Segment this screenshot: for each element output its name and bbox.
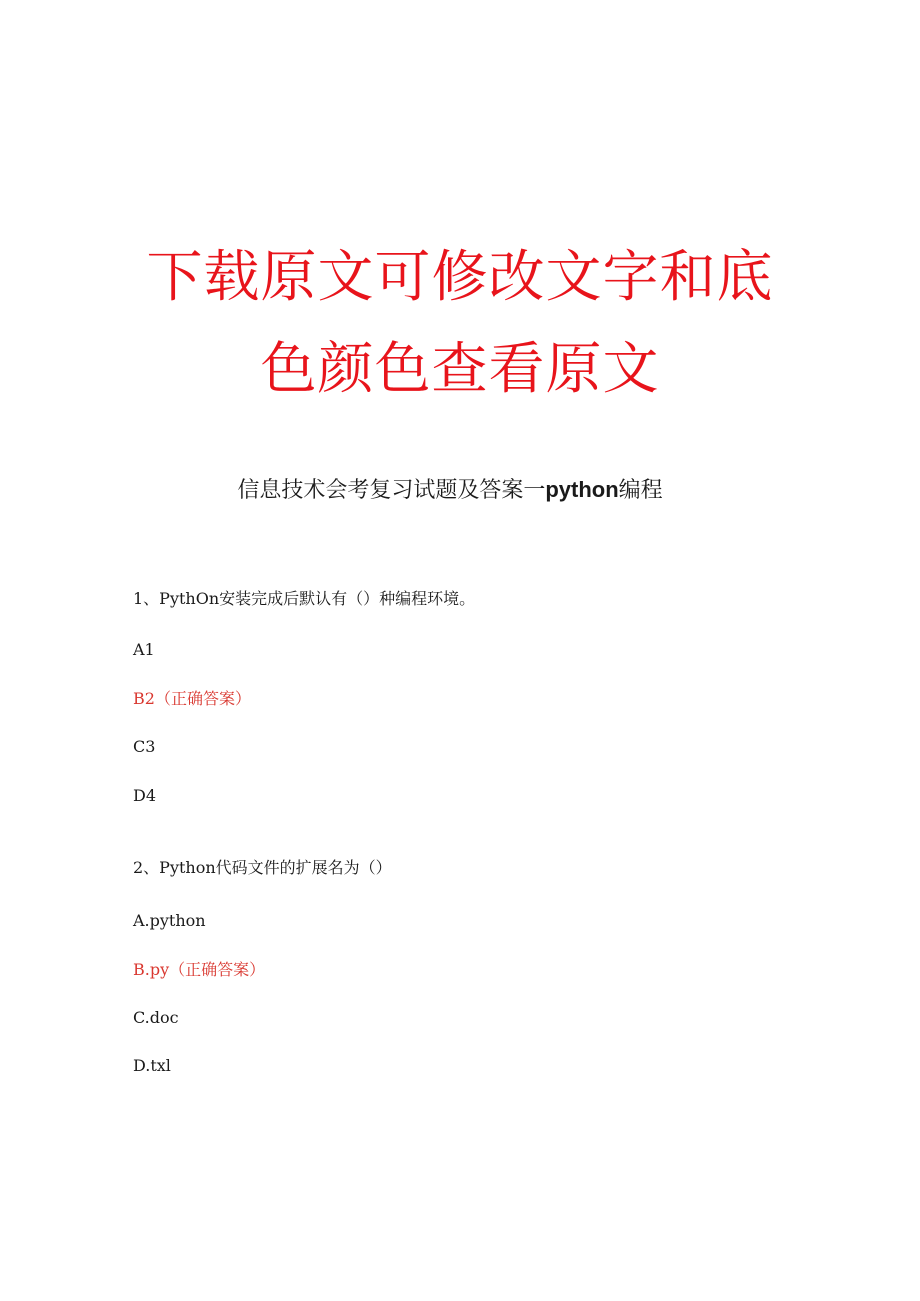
download-banner-line-1: 下载原文可修改文字和底 — [146, 245, 774, 310]
question-2-option-c — [133, 1008, 179, 1027]
correct-answer-note: （正确答案） — [169, 960, 266, 979]
question-2-stem: 2、Python代码文件的扩展名为（） — [133, 858, 392, 877]
question-1-option-b — [133, 689, 251, 708]
title-prefix: 信息技术会考复习试题及答案一 — [237, 478, 546, 503]
option-text: A.python — [133, 911, 206, 930]
option-text: D.txl — [133, 1056, 171, 1075]
option-text: A1 — [133, 640, 155, 659]
document-title — [0, 477, 900, 504]
question-1-stem: 1、PythOn安装完成后默认有（）种编程环境。 — [133, 589, 476, 608]
download-banner-line-2: 色颜色查看原文 — [260, 337, 660, 402]
question-2-option-b — [133, 960, 265, 979]
question-1-option-c — [133, 737, 155, 756]
question-1-option-a — [133, 640, 155, 659]
title-keyword: python — [545, 477, 619, 502]
option-text: C.doc — [133, 1008, 179, 1027]
option-text: B.py — [133, 960, 170, 979]
question-2-option-a — [133, 911, 206, 930]
option-text: C3 — [133, 737, 156, 756]
question-2-option-d — [133, 1056, 171, 1075]
option-text: D4 — [133, 786, 157, 805]
title-suffix: 编程 — [618, 478, 663, 503]
option-text: B2 — [133, 689, 155, 708]
correct-answer-note: （正确答案） — [154, 689, 251, 708]
question-1-option-d — [133, 786, 156, 805]
